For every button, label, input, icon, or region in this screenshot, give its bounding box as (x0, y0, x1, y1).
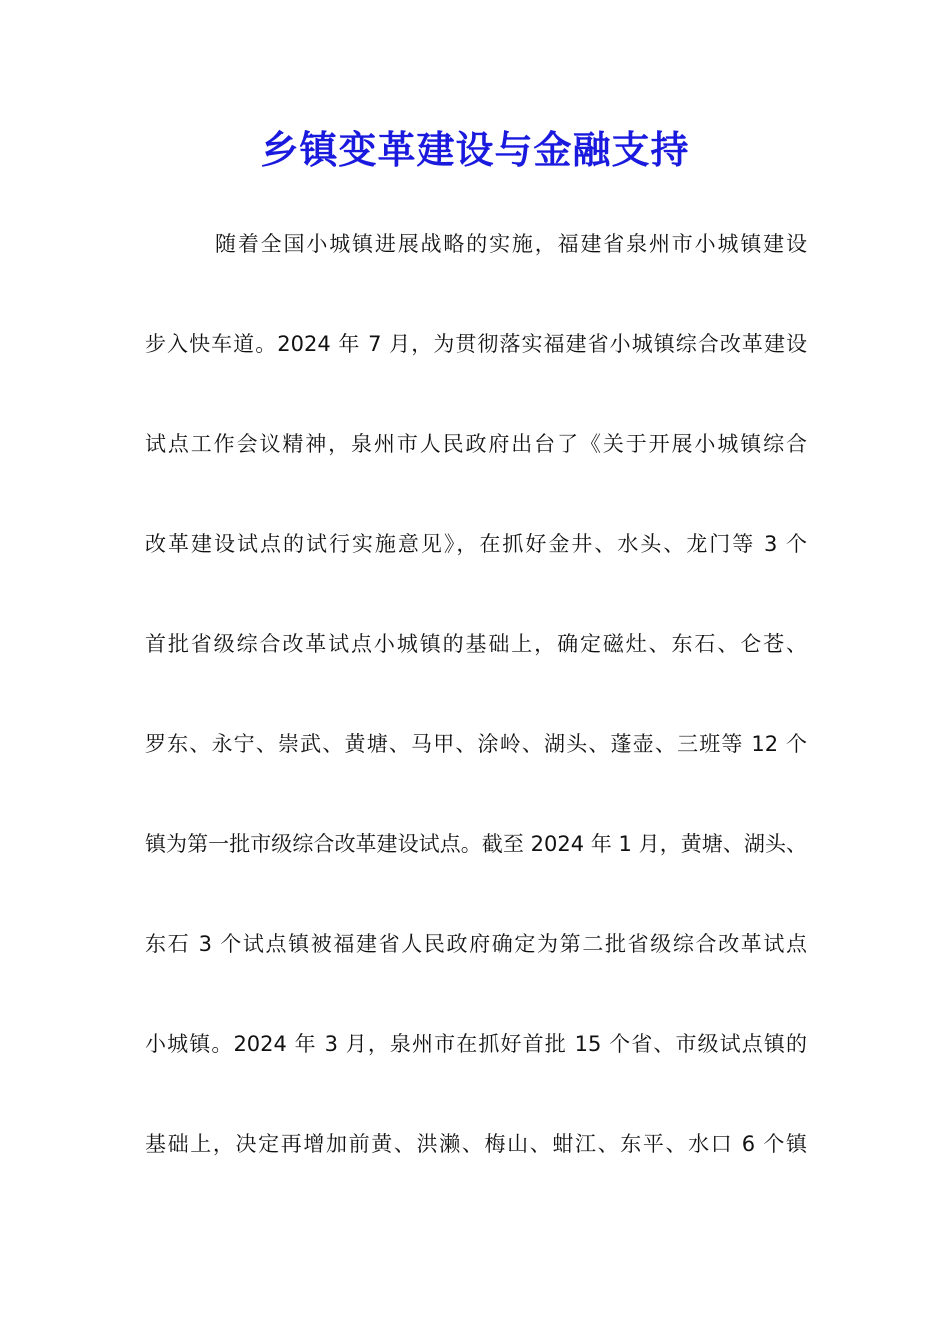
paragraph-line: 首批省级综合改革试点小城镇的基础上，确定磁灶、东石、仑苍、 (145, 632, 807, 656)
paragraph-line: 基础上，决定再增加前黄、洪濑、梅山、蚶江、东平、水口 6 个镇 (145, 1132, 807, 1156)
paragraph-line: 东石 3 个试点镇被福建省人民政府确定为第二批省级综合改革试点 (145, 932, 807, 956)
paragraph-line: 试点工作会议精神，泉州市人民政府出台了《关于开展小城镇综合 (145, 432, 807, 456)
paragraph-line: 随着全国小城镇进展战略的实施，福建省泉州市小城镇建设 (215, 232, 807, 256)
paragraph-line: 步入快车道。2024 年 7 月，为贯彻落实福建省小城镇综合改革建设 (145, 332, 807, 356)
paragraph-line: 小城镇。2024 年 3 月，泉州市在抓好首批 15 个省、市级试点镇的 (145, 1032, 807, 1056)
paragraph-line: 改革建设试点的试行实施意见》，在抓好金井、水头、龙门等 3 个 (145, 532, 807, 556)
document-title: 乡镇变革建设与金融支持 (260, 127, 690, 172)
document-body (145, 222, 807, 1222)
paragraph-line: 罗东、永宁、崇武、黄塘、马甲、涂岭、湖头、蓬壶、三班等 12 个 (145, 732, 807, 756)
paragraph-line: 镇为第一批市级综合改革建设试点。截至 2024 年 1 月，黄塘、湖头、 (145, 832, 807, 856)
